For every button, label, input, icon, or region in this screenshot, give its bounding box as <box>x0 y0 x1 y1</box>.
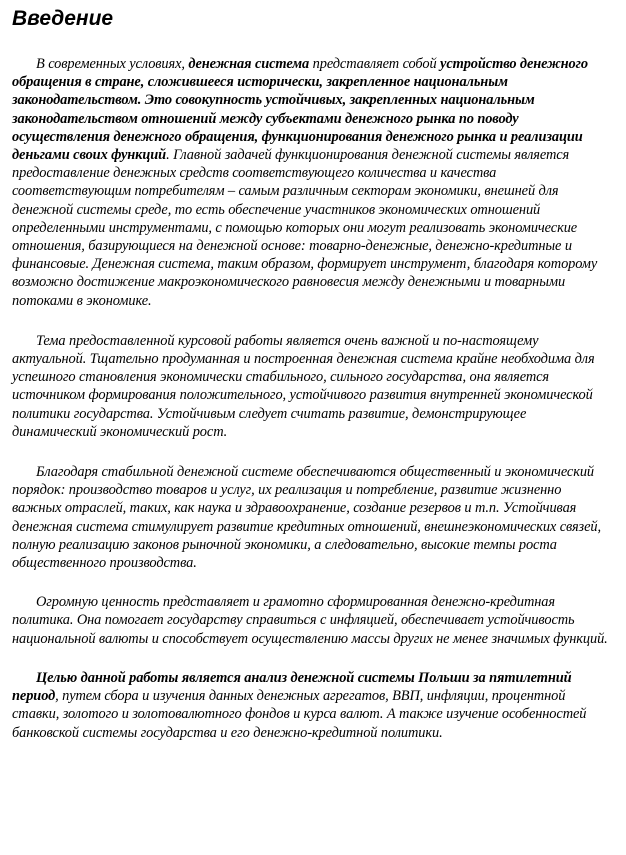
paragraph-monetary-policy: Огромную ценность представляет и грамотно сформированная денежно-кредитная политика. Она помогает государству справиться с инфляцией, обеспечивает устойчивость национальной валюты и способствует осуществлению массы других не менее значимых функций. <box>12 594 608 647</box>
paragraph-monetary-system-definition <box>12 55 612 310</box>
paragraph-text: представляет собой <box>309 56 441 72</box>
emphasis-text: Целью данной работы является анализ денежной системы Польши за пятилетний период <box>12 669 572 705</box>
emphasis-text: устройство денежного обращения в стране, сложившееся исторически, закрепленное национальным законодательством. Это совокупность устойчивых, закрепленных национальным законодательством отношений между субъектами денежного рынка по поводу осуществления денежного обращения, функционирования денежного рынка и реализации деньгами своих функций <box>12 56 588 164</box>
paragraph-topic-relevance: Тема предоставленной курсовой работы является очень важной и по-настоящему актуальной. Тщательно продуманная и построенная денежная система крайне необходима для успешного становления экономически стабильного, сильного государства, она является источником формирования положительного, устойчивого развития внутренней экономической политики государства. Устойчивым следует считать развитие, демонстрирующее динамический экономический рост. <box>12 332 595 440</box>
paragraph-text: В современных условиях, <box>36 56 189 72</box>
paragraph-text: , путем сбора и изучения данных денежных агрегатов, ВВП, инфляции, процентной ставки, золотого и золотовалютного фондов и курса валют. А также изучение особенностей банковской системы государства и его денежно-кредитной политики. <box>12 688 587 741</box>
page-title: Введение <box>12 7 114 30</box>
paragraph-text: . Главной задачей функционирования денежной системы является предоставление денежных средств соответствующего количества и качества соответствующим потребителям – самым различным секторам экономики, внешней для денежной системы среде, то есть обеспечение участников экономических отношений определенными инструментами, с помощью которых они могут реализовать экономические отношения, базирующиеся на денежной основе: товарно-денежные, денежно-кредитные и финансовые. Денежная система, таким образом, формирует инструмент, благодаря которому возможно достижение макроэкономического равновесия между денежными и товарными потоками в экономике. <box>12 147 598 309</box>
emphasis-text: денежная система <box>188 56 310 72</box>
paragraph-stability: Благодаря стабильной денежной системе обеспечиваются общественный и экономический порядок: производство товаров и услуг, их реализация и потребление, развитие жизненно важных отраслей, таких, как наука и здравоохранение, создание резервов и т.п. Устойчивая денежная система стимулирует развитие кредитных отношений, внешнеэкономических связей, полную реализацию законов рыночной экономики, а следовательно, высокие темпы роста общественного производства. <box>12 464 601 572</box>
document-page <box>12 0 612 742</box>
paragraph-goal <box>12 669 612 742</box>
